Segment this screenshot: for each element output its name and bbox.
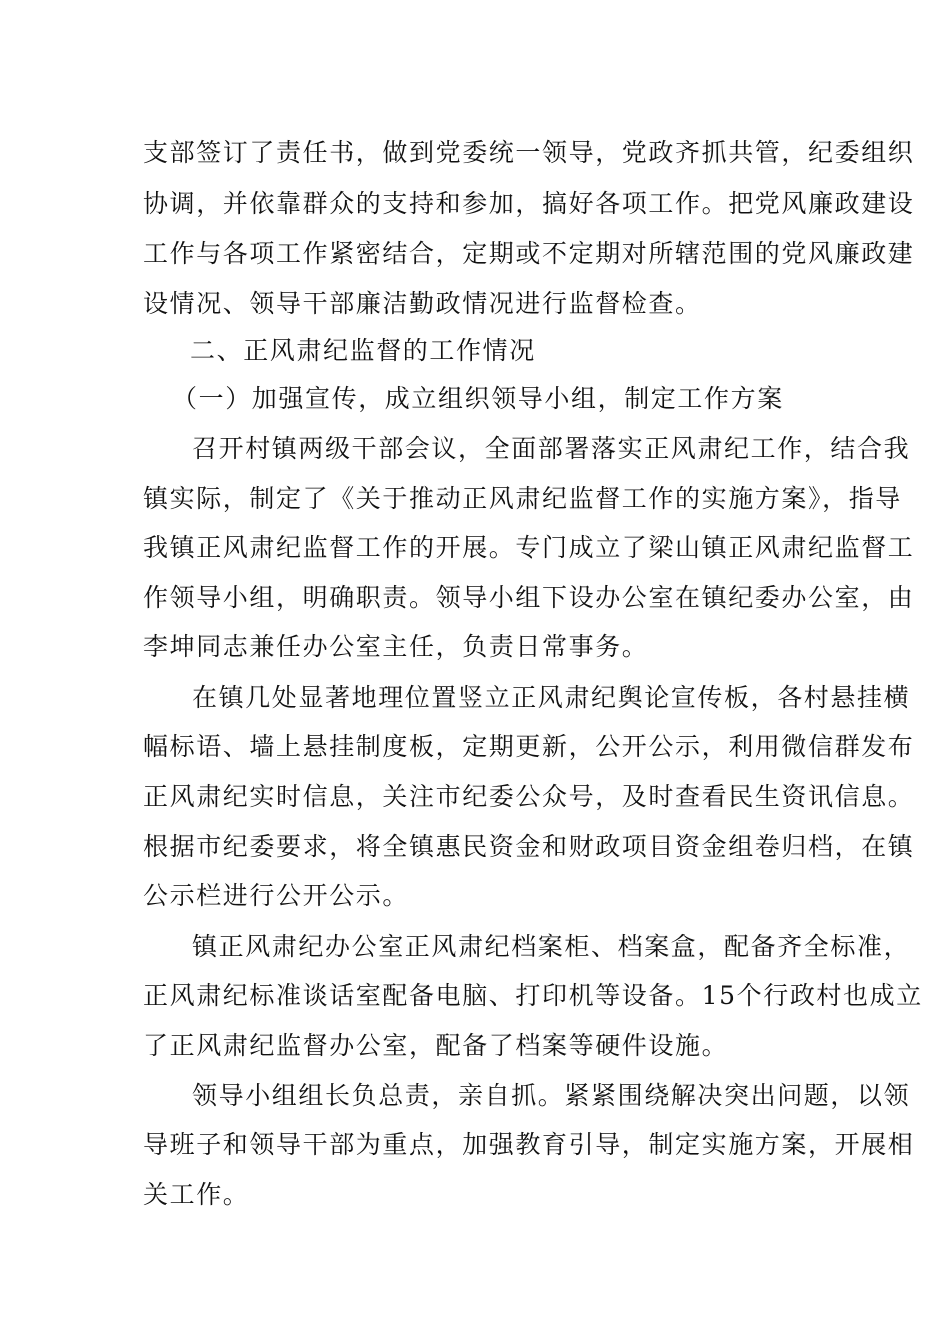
- text-line: 根据市纪委要求，将全镇惠民资金和财政项目资金组卷归档，在镇: [143, 832, 915, 861]
- text-line: 领导小组组长负总责，亲自抓。紧紧围绕解决突出问题，以领: [192, 1081, 911, 1110]
- text-line: 作领导小组，明确职责。领导小组下设办公室在镇纪委办公室，由: [143, 583, 915, 612]
- text-line: 工作与各项工作紧密结合，定期或不定期对所辖范围的党风廉政建: [143, 239, 915, 268]
- text-line: 导班子和领导干部为重点，加强教育引导，制定实施方案，开展相: [143, 1130, 915, 1159]
- section-heading: 二、正风肃纪监督的工作情况: [190, 336, 536, 365]
- text-line: 李坤同志兼任办公室主任，负责日常事务。: [143, 632, 649, 661]
- text-line: 正风肃纪实时信息，关注市纪委公众号，及时查看民生资讯信息。: [143, 782, 915, 811]
- text-line: 幅标语、墙上悬挂制度板，定期更新，公开公示，利用微信群发布: [143, 732, 915, 761]
- text-line: 镇正风肃纪办公室正风肃纪档案柜、档案盒，配备齐全标准，: [192, 932, 911, 961]
- text-line: 镇实际，制定了《关于推动正风肃纪监督工作的实施方案》，指导: [143, 484, 902, 513]
- text-line: 召开村镇两级干部会议，全面部署落实正风肃纪工作，结合我: [192, 434, 911, 463]
- text-line: 了正风肃纪监督办公室，配备了档案等硬件设施。: [143, 1031, 729, 1060]
- text-line: 正风肃纪标准谈话室配备电脑、打印机等设备。15个行政村也成立: [143, 981, 923, 1010]
- text-line: 我镇正风肃纪监督工作的开展。专门成立了梁山镇正风肃纪监督工: [143, 533, 915, 562]
- text-line: 在镇几处显著地理位置竖立正风肃纪舆论宣传板，各村悬挂横: [192, 683, 911, 712]
- text-line: 公示栏进行公开公示。: [143, 881, 410, 910]
- text-line: 协调，并依靠群众的支持和参加，搞好各项工作。把党风廉政建设: [143, 189, 915, 218]
- text-line: 支部签订了责任书，做到党委统一领导，党政齐抓共管，纪委组织: [143, 138, 915, 167]
- text-line: 关工作。: [143, 1180, 250, 1209]
- subsection-heading: （一）加强宣传，成立组织领导小组，制定工作方案: [172, 384, 784, 413]
- text-line: 设情况、领导干部廉洁勤政情况进行监督检查。: [143, 289, 702, 318]
